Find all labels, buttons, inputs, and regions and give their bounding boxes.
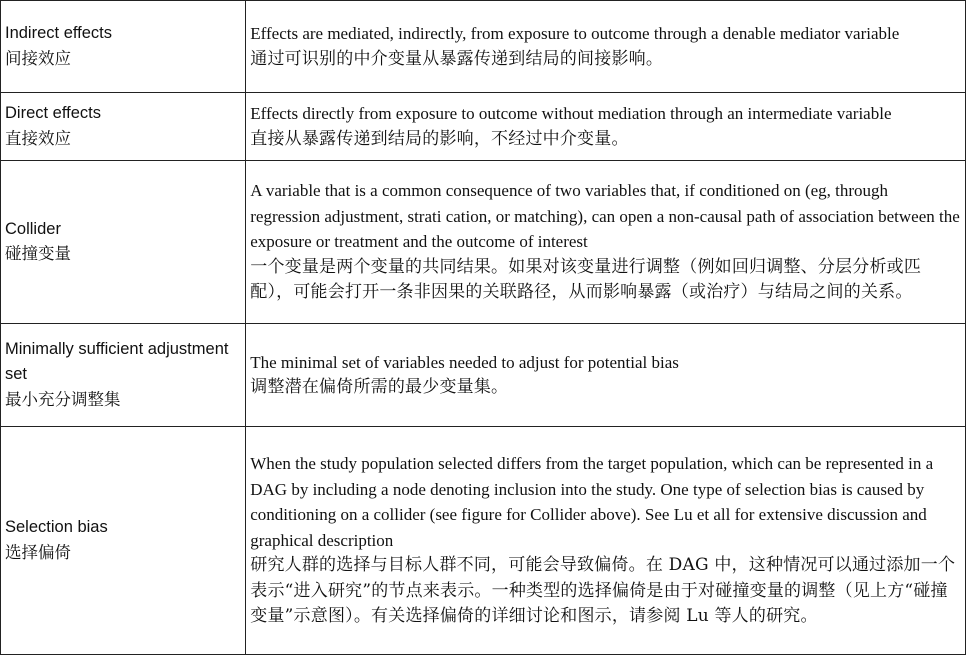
definition-english: Effects directly from exposure to outcome without mediation through an intermediate variable [250,104,892,123]
table-row [1,427,966,655]
table-row [1,161,966,324]
term-english: Collider [5,219,61,238]
term-english: Direct effects [5,104,101,122]
term-english: Indirect effects [5,24,113,42]
term-cell [1,324,246,427]
definition-cell [246,93,966,161]
table-row [1,324,966,427]
term-cell [1,93,246,161]
term-chinese: 最小充分调整集 [5,390,121,409]
definition-english: Effects are mediated, indirectly, from exposure to outcome through a denable mediator variable [250,24,900,43]
definition-chinese: 直接从暴露传递到结局的影响，不经过中介变量。 [250,128,629,149]
definition-chinese: 通过可识别的中介变量从暴露传递到结局的间接影响。 [250,48,664,69]
term-chinese: 间接效应 [5,49,71,68]
term-cell [1,1,246,93]
definition-chinese: 研究人群的选择与目标人群不同，可能会导致偏倚。在 DAG 中，这种情况可以通过添加一个表示“进入研究”的节点来表示。一种类型的选择偏倚是由于对碰撞变量的调整（见上方“碰撞变量”示意图）。有关选择偏倚的详细讨论和图示，请参阅 Lu 等人的研究。 [250,555,956,627]
term-english: Selection bias [5,518,108,536]
term-english: Minimally sufficient adjustment set [5,339,229,384]
term-chinese: 碰撞变量 [5,245,71,263]
definition-english: A variable that is a common consequence of two variables that, if conditioned on (eg, through regression adjustment, strati cation, or matching), can open a non-causal path of association between the exposure or treatment and the outcome of interest [250,181,960,252]
definition-chinese: 调整潜在偏倚所需的最少变量集。 [250,377,509,397]
definition-cell [246,427,966,655]
table-row [1,1,966,93]
term-chinese: 直接效应 [5,129,71,148]
definition-cell [246,1,966,93]
term-chinese: 选择偏倚 [5,543,71,562]
table-row [1,93,966,161]
term-cell [1,427,246,655]
definition-chinese: 一个变量是两个变量的共同结果。如果对该变量进行调整（例如回归调整、分层分析或匹配），可能会打开一条非因果的关联路径，从而影响暴露（或治疗）与结局之间的关系。 [250,256,922,303]
definition-english: The minimal set of variables needed to adjust for potential bias [250,352,679,372]
definition-english: When the study population selected differs from the target population, which can be represented in a DAG by including a node denoting inclusion into the study. One type of selection bias is caused by conditioning on a collider (see figure for Collider above). See Lu et all for extensive discussion and graphical description [250,454,934,550]
definition-cell [246,161,966,324]
definition-cell [246,324,966,427]
term-cell [1,161,246,324]
